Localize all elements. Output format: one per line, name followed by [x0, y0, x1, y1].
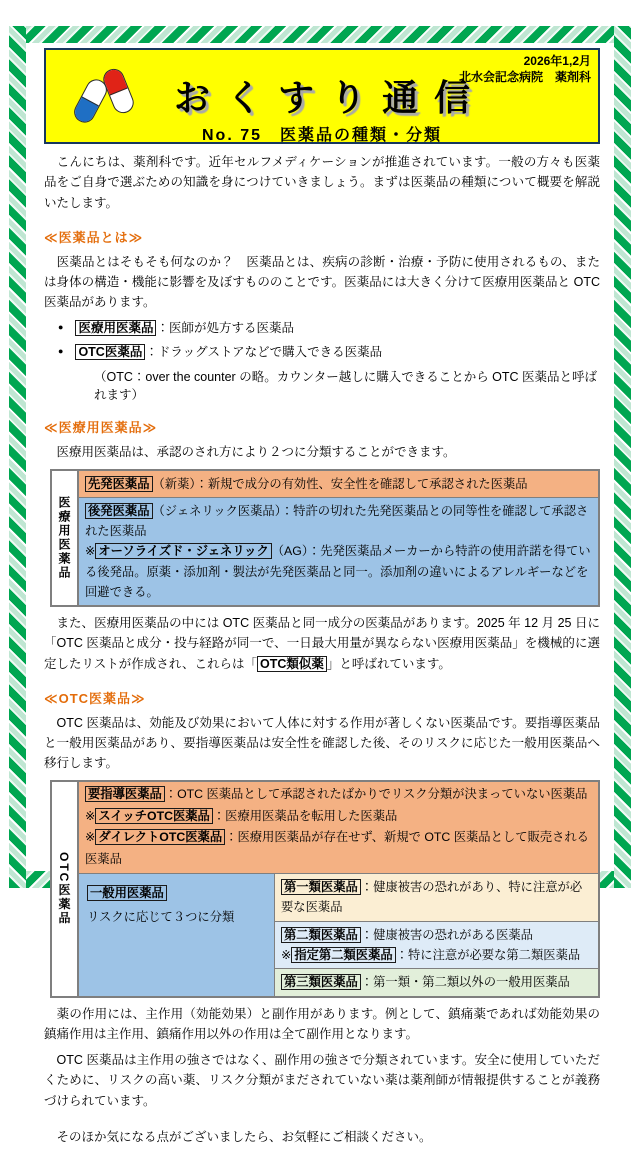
boxed-term: 第二類医薬品 [281, 927, 361, 943]
section-heading-medicines: ≪医薬品とは≫ [44, 229, 144, 245]
otc-note: （OTC：over the counter の略。カウンター越しに購入できることから OTC 医薬品と呼ばれます） [94, 370, 598, 403]
boxed-term: 第一類医薬品 [281, 879, 361, 895]
note-mark: ※ [85, 544, 96, 559]
section-heading-otc: ≪OTC医薬品≫ [44, 690, 146, 706]
risk-class-rows [275, 874, 598, 995]
masthead-meta [459, 53, 591, 85]
table-row-guidance [85, 784, 592, 806]
row-text: ：健康被害の恐れがある医薬品 [360, 927, 533, 942]
bullet-icon: ● [58, 321, 64, 332]
ribbon-border-right [614, 26, 631, 888]
bullet-item-otc [58, 343, 600, 362]
section-medicines-body: 医薬品とはそもそも何なのか？ 医薬品とは、疾病の診断・治療・予防に使用されるもの、または身体の構造・機能に影響を及ぼすもののことです。医薬品には大きく分けて医療用医薬品と OTC 医薬品があります。 [44, 254, 600, 310]
row-text: （新薬）：新規で成分の有効性、安全性を確認して承認された医薬品 [152, 476, 528, 491]
table-side-label: 医療用医薬品 [52, 471, 79, 606]
boxed-term: 後発医薬品 [85, 503, 153, 519]
row-text: （ジェネリック医薬品）：特許の切れた先発医薬品との同等性を確認して承認された医薬品 [85, 503, 589, 539]
table-row-class2 [275, 921, 598, 969]
row-text: （AG）：先発医薬品メーカーから特許の使用許諾を得ている後発品。原薬・添加剤・製法が先発医薬品と同一。添加剤の違いによるアレルギーなどを回避できる。 [85, 544, 591, 599]
bullet-text: ：医師が処方する医薬品 [156, 320, 294, 335]
boxed-term: OTC医薬品 [75, 344, 145, 360]
table-row-originator [79, 471, 598, 497]
designated-class2-line [281, 945, 592, 965]
otc-drug-table [50, 780, 600, 998]
table-row-class1 [275, 874, 598, 921]
row-text: ：第一類・第二類以外の一般用医薬品 [360, 975, 570, 990]
organization-name: 北水会記念病院 薬剤科 [458, 70, 591, 85]
row-text: ：特に注意が必要な第二類医薬品 [395, 948, 581, 963]
note-mark: ※ [85, 830, 96, 845]
general-label-line [87, 882, 266, 905]
paragraph-text: また、医療用医薬品の中には OTC 医薬品と同一成分の医薬品があります。2025 年 12 月 25 日に「OTC 医薬品と成分・投与経路が同一で、一日最大用量が異ならない医療用医薬品」を機械的に選定したリストが作成され、これらは「 [44, 616, 600, 671]
boxed-term: オーソライズド・ジェネリック [95, 543, 271, 559]
boxed-term: 一般用医薬品 [87, 885, 167, 901]
generic-line [85, 501, 592, 542]
otc-similar-paragraph [44, 613, 600, 674]
prescription-drug-table [50, 469, 600, 608]
boxed-term: 指定第二類医薬品 [291, 947, 395, 963]
paragraph-text: 」と呼ばれています。 [326, 656, 451, 671]
table-rows [79, 471, 598, 606]
row-text: ：医療用医薬品を転用した医薬品 [212, 808, 398, 823]
row-text: ：OTC 医薬品として承認されたばかりでリスク分類が決まっていない医薬品 [164, 786, 588, 801]
capsule-pills-icon [72, 66, 150, 130]
row-text: ：健康被害の恐れがあり、特に注意が必要な医薬品 [281, 880, 583, 915]
table-side-label: OTC医薬品 [52, 782, 79, 996]
note-mark: ※ [281, 948, 292, 963]
bullet-item-prescription [58, 319, 600, 338]
page-content [44, 48, 600, 1153]
otc-table-body [79, 782, 598, 996]
issue-subtitle: No. 75 医薬品の種類・分類 [201, 127, 443, 144]
masthead [44, 48, 600, 144]
guidance-required-section [79, 782, 598, 875]
table-row-class3 [275, 968, 598, 995]
row-text: ：医療用医薬品が存在せず、新規で OTC 医薬品として販売される医薬品 [85, 830, 589, 867]
class2-line [281, 925, 592, 945]
intro-paragraph: こんにちは、薬剤科です。近年セルフメディケーションが推進されています。一般の方々も医薬品をご自身で選ぶための知識を身につけていきましょう。まずは医薬品の種類について概要を解説いたします。 [44, 155, 600, 210]
table-row-switch-otc [85, 806, 592, 828]
boxed-term: 先発医薬品 [85, 476, 153, 492]
closing-paragraph-2: OTC 医薬品は主作用の強さではなく、副作用の強さで分類されています。安全に使用していただくために、リスクの高い薬、リスク分類がまだされていない薬は薬剤師が情報提供することが義務づけられています。 [44, 1053, 600, 1108]
boxed-term: ダイレクトOTC医薬品 [95, 829, 225, 845]
table-row-direct-otc [85, 827, 592, 871]
note-mark: ※ [85, 808, 96, 823]
table-row-generic [79, 497, 598, 605]
boxed-term: 第三類医薬品 [281, 974, 361, 990]
boxed-term-otc-similar: OTC類似薬 [257, 656, 327, 672]
boxed-term: スイッチOTC医薬品 [95, 808, 213, 824]
issue-date: 2026年1,2月 [523, 54, 591, 68]
general-desc-line: リスクに応じて３つに分類 [87, 909, 235, 924]
general-otc-section [79, 874, 598, 995]
closing-paragraph-3: そのほか気になる点がございましたら、お気軽にご相談ください。 [44, 1129, 432, 1144]
section-heading-prescription: ≪医療用医薬品≫ [44, 420, 158, 436]
ribbon-border-left [9, 26, 26, 888]
bullet-icon: ● [58, 345, 64, 356]
general-drug-cell [79, 874, 275, 995]
newsletter-title: おくすり通信 [173, 77, 486, 118]
boxed-term: 医療用医薬品 [75, 320, 156, 336]
closing-paragraph-1: 薬の作用には、主作用（効能効果）と副作用があります。例として、鎮痛薬であれば効能効果の鎮痛作用は主作用、鎮痛作用以外の作用は全て副作用となります。 [44, 1006, 600, 1041]
bullet-text: ：ドラッグストアなどで購入できる医薬品 [145, 344, 383, 359]
section-otc-body: OTC 医薬品は、効能及び効果において人体に対する作用が著しくない医薬品です。要指導医薬品と一般用医薬品があり、要指導医薬品は安全性を確認した後、そのリスクに応じた一般用医薬品へ移行します。 [44, 715, 600, 771]
ribbon-border-top [10, 26, 630, 43]
section-prescription-body: 医療用医薬品は、承認のされ方により２つに分類することができます。 [44, 445, 456, 460]
authorized-generic-line [85, 541, 592, 602]
boxed-term: 要指導医薬品 [85, 786, 165, 802]
